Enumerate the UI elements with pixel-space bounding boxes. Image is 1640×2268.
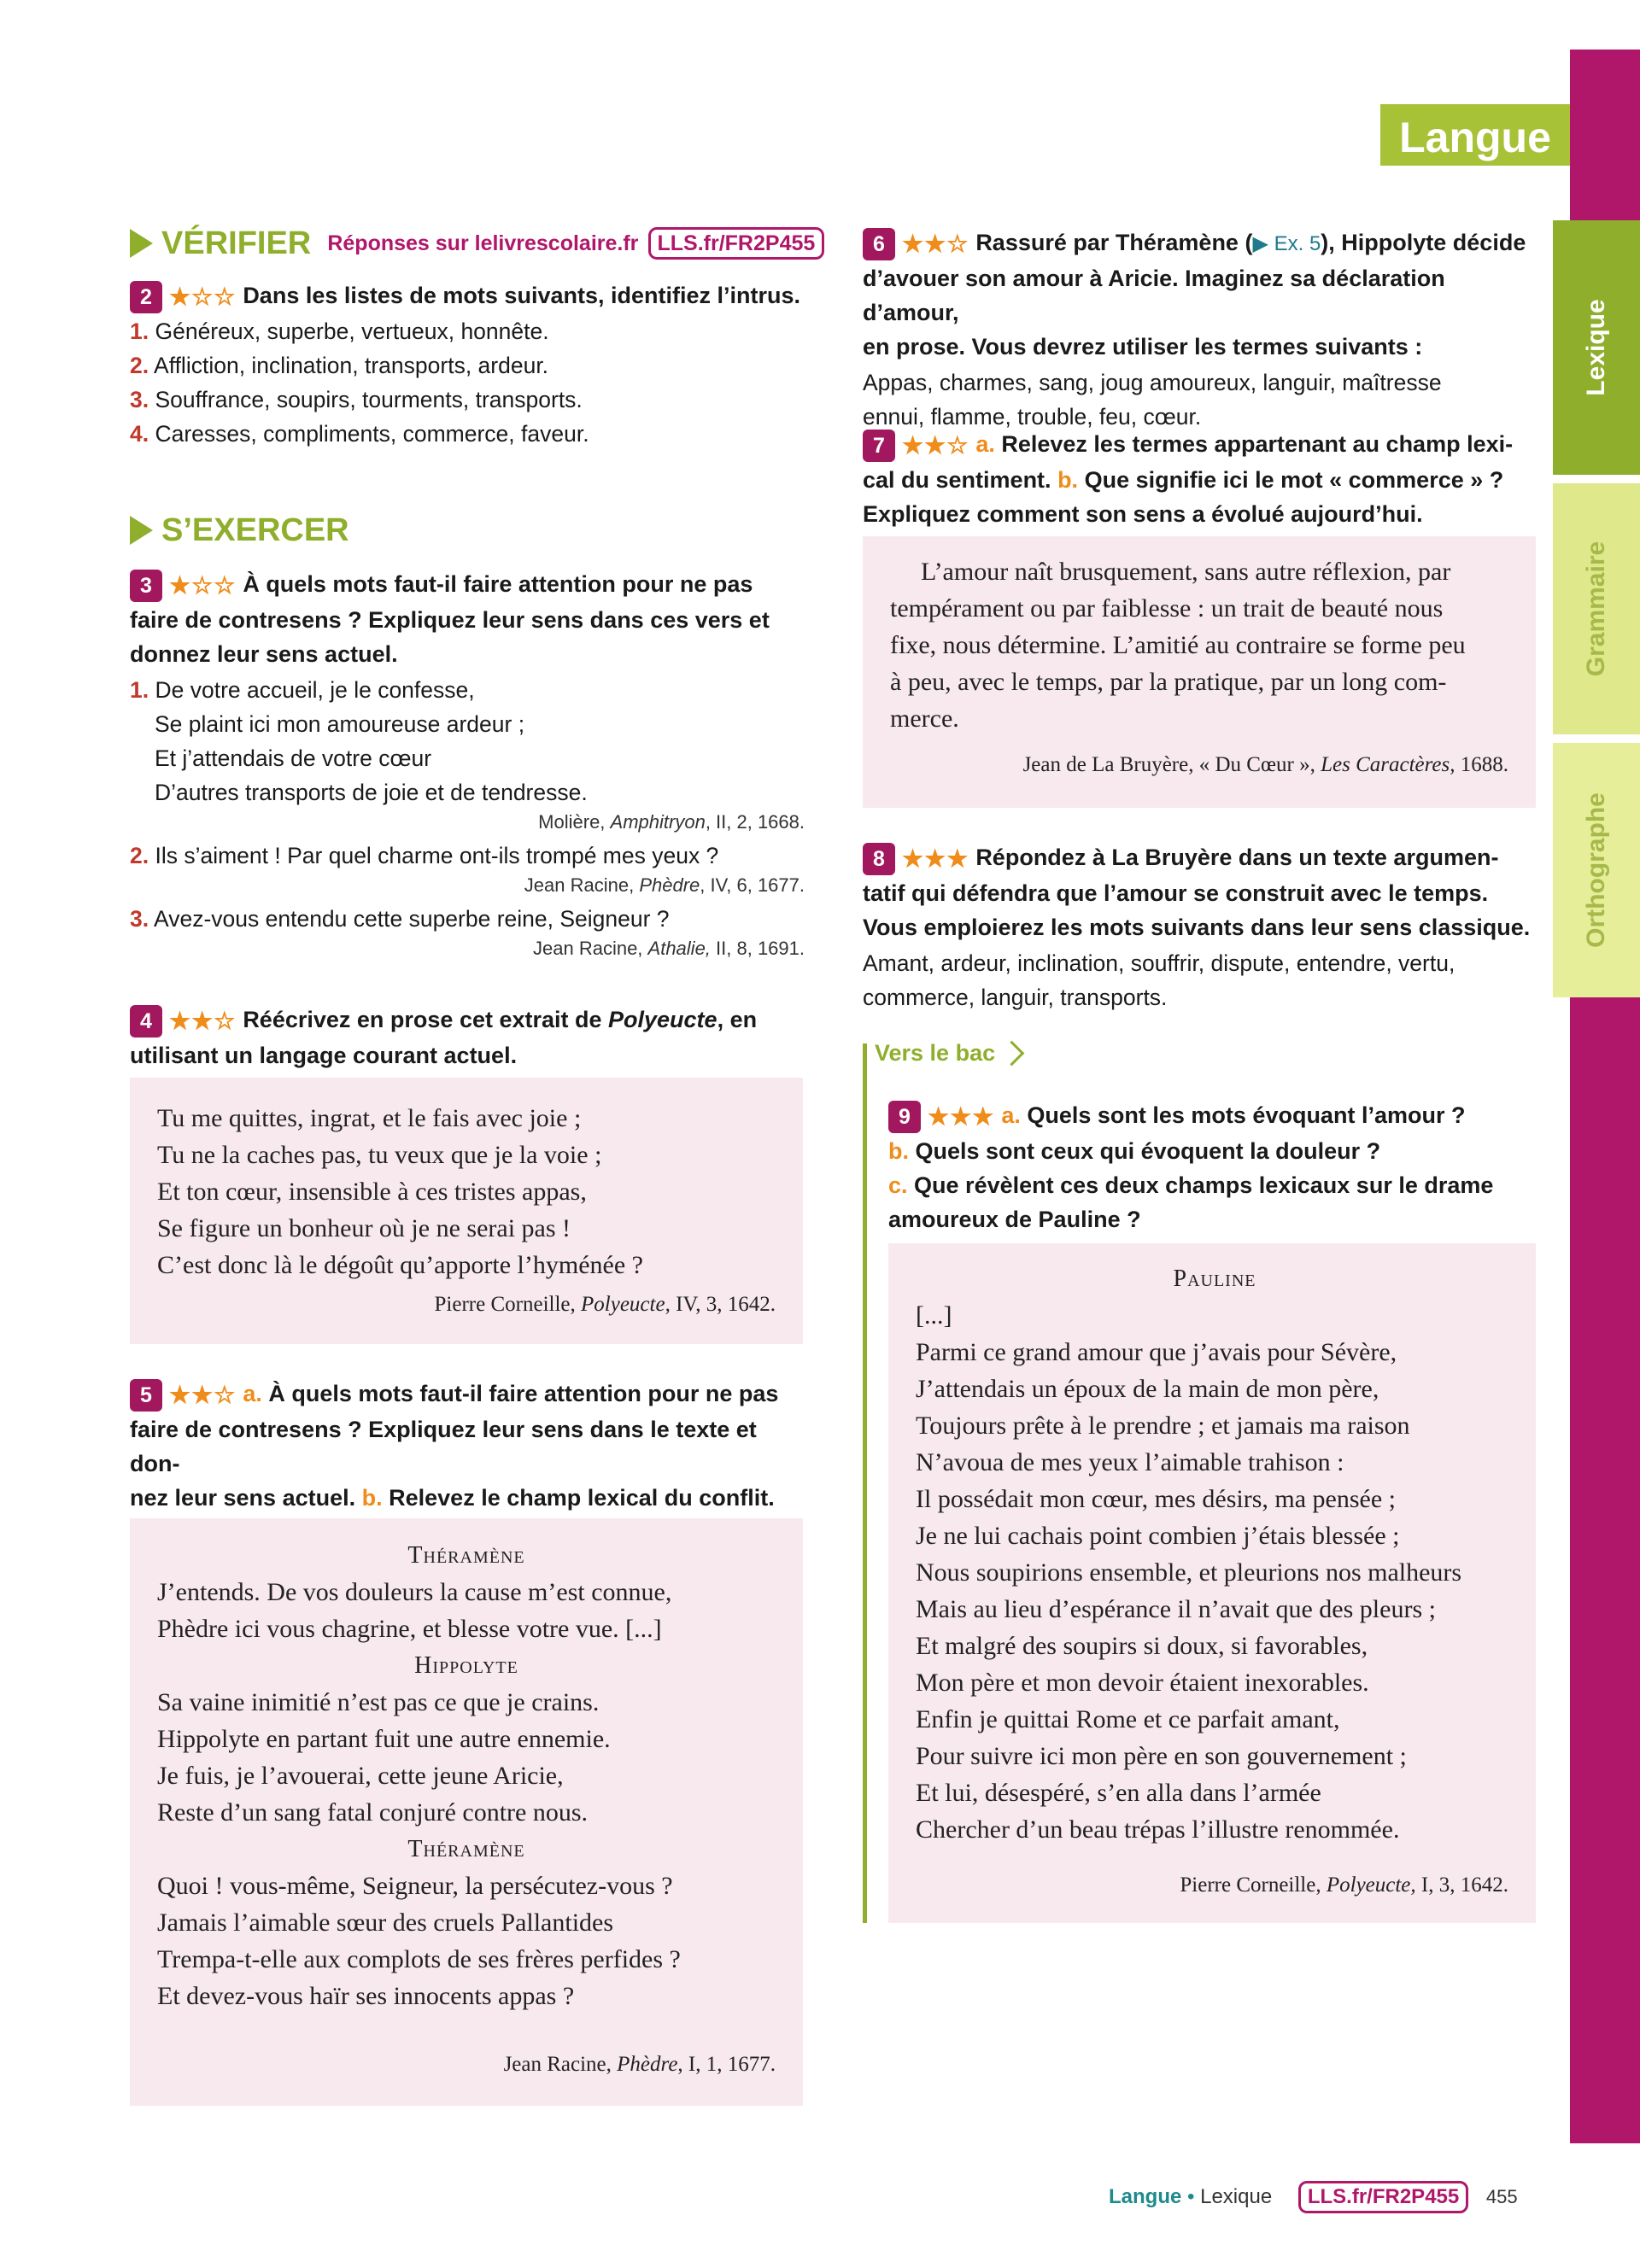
ex9-verses: Pauline [...] Parmi ce grand amour que j’avais pour Sévère, J’attendais un époux de la main de mon père, Toujours prête à le prendre ; et jamais ma raison N’avoua de mes yeux l’aimable trahison : Il possédait mon cœur, mes désirs, ma pensée ; Je ne lui cachais point combien j’étais blessée ; Nous soupirions ensemble, et pleurions nos malheurs Mais au lieu d’espérance il n’avait que des pleurs ; Et malgré des soupirs si doux, si favorables, Mon père et mon devoir étaient inexorables. Enfin je quittai Rome et ce parfait amant, Pour suivre ici mon père en son gouvernement ; Et lui, désespéré, s’en alla dans l’armée Chercher d’un beau trépas l’illustre renommée.: [916, 1260, 1514, 1848]
ex2-number: 2: [130, 281, 162, 313]
verifier-header: [130, 225, 824, 262]
ex7-prose: L’amour naît brusquement, sans autre réflexion, par tempérament ou par faiblesse : un trait de beauté nous fixe, nous détermine. L’amitié au contraire se forme peu à peu, avec le temps, par la pratique, par un long com- merce.: [890, 558, 1466, 733]
ex7-quote-box: [863, 536, 1536, 808]
ex3-citation-3: Jean Racine, Athalie, II, 8, 1691.: [533, 937, 805, 959]
ex9-quote-box: [888, 1243, 1536, 1923]
tab-orthographe[interactable]: [1553, 743, 1640, 997]
ex2-question-text: Dans les listes de mots suivants, identifiez l’intrus.: [243, 283, 800, 308]
footer: [1109, 2181, 1518, 2213]
difficulty-stars-icon: ★★☆: [902, 230, 969, 257]
ex9-number: 9: [888, 1101, 921, 1133]
ex4-number: 4: [130, 1005, 162, 1038]
footer-link[interactable]: LLS.fr/FR2P455: [1298, 2181, 1468, 2213]
footer-section: Langue: [1109, 2185, 1182, 2208]
ex6-terms: Appas, charmes, sang, joug amoureux, languir, maîtresse ennui, flamme, trouble, feu, cœur.: [863, 370, 1442, 430]
speaker-theramene: Théramène: [407, 1542, 525, 1569]
ex5-quote-box: [130, 1518, 803, 2106]
tab-grammaire-label: Grammaire: [1582, 541, 1610, 677]
footer-separator: •: [1181, 2185, 1201, 2208]
answers-text: Réponses sur lelivrescolaire.fr: [327, 231, 639, 255]
speaker-pauline: Pauline: [1173, 1266, 1256, 1292]
ex3-citation-2: Jean Racine, Phèdre, IV, 6, 1677.: [524, 874, 805, 896]
ex2-item: 1. Généreux, superbe, vertueux, honnête.: [130, 318, 549, 344]
footer-subsection: Lexique: [1200, 2185, 1273, 2208]
ex8-number: 8: [863, 843, 895, 875]
ex8-terms: Amant, ardeur, inclination, souffrir, dispute, entendre, vertu, commerce, languir, transports.: [863, 950, 1456, 1010]
exercise-8: [863, 840, 1538, 1014]
ex2-item: 2. Affliction, inclination, transports, ardeur.: [130, 352, 549, 378]
exercise-2: [130, 278, 805, 451]
triangle-icon: [130, 516, 153, 545]
ex2-item: 4. Caresses, compliments, commerce, faveur.: [130, 420, 589, 447]
langue-banner-label: Langue: [1399, 114, 1551, 161]
ex2-item: 3. Souffrance, soupirs, tourments, transports.: [130, 386, 583, 412]
ex3-item-2: 2. Ils s’aiment ! Par quel charme ont-ils trompé mes yeux ?: [130, 842, 719, 868]
ex3-item-1: 1. De votre accueil, je le confesse, Se plaint ici mon amoureuse ardeur ; Et j’attendais de votre cœur D’autres transports de joie et de tendresse.: [130, 676, 588, 805]
tab-lexique[interactable]: [1553, 220, 1640, 475]
ex6-number: 6: [863, 228, 895, 260]
ex7-number: 7: [863, 430, 895, 462]
ex9-question: 9 ★★★ a. Quels sont les mots évoquant l’amour ? b. Quels sont ceux qui évoquent la douleur ? c. Que révèlent ces deux champs lexicaux sur le drame amoureux de Pauline ?: [888, 1098, 1538, 1236]
tab-lexique-label: Lexique: [1582, 299, 1610, 396]
difficulty-stars-icon: ★★☆: [169, 1381, 237, 1408]
play-icon: ▶: [1252, 232, 1268, 255]
difficulty-stars-icon: ★★★: [928, 1102, 995, 1130]
ex3-number: 3: [130, 570, 162, 602]
ex2-question: [130, 278, 805, 314]
exercise-3: [130, 567, 805, 962]
langue-banner: [1380, 104, 1570, 166]
ex3-citation-1: Molière, Amphitryon, II, 2, 1668.: [538, 810, 805, 833]
verifier-title: VÉRIFIER: [130, 225, 311, 261]
tab-orthographe-label: Orthographe: [1582, 792, 1610, 948]
ex4-verses: Tu me quittes, ingrat, et le fais avec joie ; Tu ne la caches pas, tu veux que je la voie ; Et ton cœur, insensible à ces tristes appas, Se figure un bonheur où je ne serai pas ! C’est donc là le dégoût qu’apporte l’hyménée ?: [157, 1104, 643, 1279]
page-number: 455: [1485, 2186, 1518, 2207]
answers-link[interactable]: LLS.fr/FR2P455: [648, 227, 825, 260]
ex8-question: 8 ★★★ Répondez à La Bruyère dans un texte argumen- tatif qui défendra que l’amour se construit avec le temps. Vous emploierez les mots suivants dans leur sens classique.: [863, 840, 1538, 944]
ex6-question: 6 ★★☆ Rassuré par Théramène (▶ Ex. 5), Hippolyte décide d’avouer son amour à Aricie. Imaginez sa déclaration d’amour, en prose. Vous devrez utiliser les termes suivants :: [863, 225, 1538, 364]
exercise-6: [863, 225, 1538, 434]
difficulty-stars-icon: ★★☆: [169, 1007, 237, 1034]
ex4-citation: Pierre Corneille, Polyeucte, IV, 3, 1642.: [434, 1293, 776, 1316]
ex7-question: 7 ★★☆ a. Relevez les termes appartenant au champ lexi- cal du sentiment. b. Que signifie ici le mot « commerce » ? Expliquez comment son sens a évolué aujourd’hui.: [863, 427, 1538, 531]
speaker-theramene: Théramène: [407, 1836, 525, 1862]
bac-section-bar: [863, 1043, 867, 1923]
side-bar-bottom: [1570, 997, 1640, 2143]
difficulty-stars-icon: ★☆☆: [169, 283, 237, 310]
triangle-icon: [130, 229, 153, 258]
ex5-reference-link[interactable]: ▶ Ex. 5: [1252, 232, 1321, 255]
tab-grammaire[interactable]: [1553, 483, 1640, 734]
ex3-item-3: 3. Avez-vous entendu cette superbe reine, Seigneur ?: [130, 905, 670, 932]
speaker-hippolyte: Hippolyte: [414, 1652, 518, 1679]
ex4-quote-box: [130, 1078, 803, 1344]
exercer-title: S’EXERCER: [130, 512, 349, 549]
difficulty-stars-icon: ★★☆: [902, 431, 969, 459]
difficulty-stars-icon: ★☆☆: [169, 571, 237, 599]
ex5-dialogue: Théramène J’entends. De vos douleurs la cause m’est connue, Phèdre ici vous chagrine, et blesse votre vue. [...] Hippolyte Sa vaine inimitié n’est pas ce que je crains. Hippolyte en partant fuit une autre ennemie. Je fuis, je l’avouerai, cette jeune Aricie, Reste d’un sang fatal conjuré contre nous. Théramène Quoi ! vous-même, Seigneur, la persécutez-vous ? Jamais l’aimable sœur des cruels Pallantides Trempa-t-elle aux complots de ses frères perfides ? Et devez-vous haïr ses innocents appas ?: [157, 1537, 776, 2014]
side-bar-top: [1570, 50, 1640, 220]
ex3-question: 3 ★☆☆ À quels mots faut-il faire attention pour ne pas faire de contresens ? Expliquez leur sens dans ces vers et donnez leur sens actuel.: [130, 567, 805, 671]
ex5-citation: Jean Racine, Phèdre, I, 1, 1677.: [503, 2053, 776, 2076]
difficulty-stars-icon: ★★★: [902, 845, 969, 872]
ex7-citation: Jean de La Bruyère, « Du Cœur », Les Caractères, 1688.: [1022, 753, 1508, 776]
bac-label: Vers le bac: [875, 1040, 996, 1066]
ex5-number: 5: [130, 1379, 162, 1412]
chevron-right-icon: [999, 1041, 1025, 1067]
ex9-citation: Pierre Corneille, Polyeucte, I, 3, 1642.: [1180, 1873, 1508, 1897]
ex5-question: 5 ★★☆ a. À quels mots faut-il faire attention pour ne pas faire de contresens ? Expliquez leur sens dans le texte et don- nez leur sens actuel. b. Relevez le champ lexical du conflit.: [130, 1377, 805, 1549]
ex4-question: 4 ★★☆ Réécrivez en prose cet extrait de Polyeucte, en utilisant un langage courant actuel.: [130, 1002, 805, 1073]
bac-header: [875, 1040, 1021, 1067]
